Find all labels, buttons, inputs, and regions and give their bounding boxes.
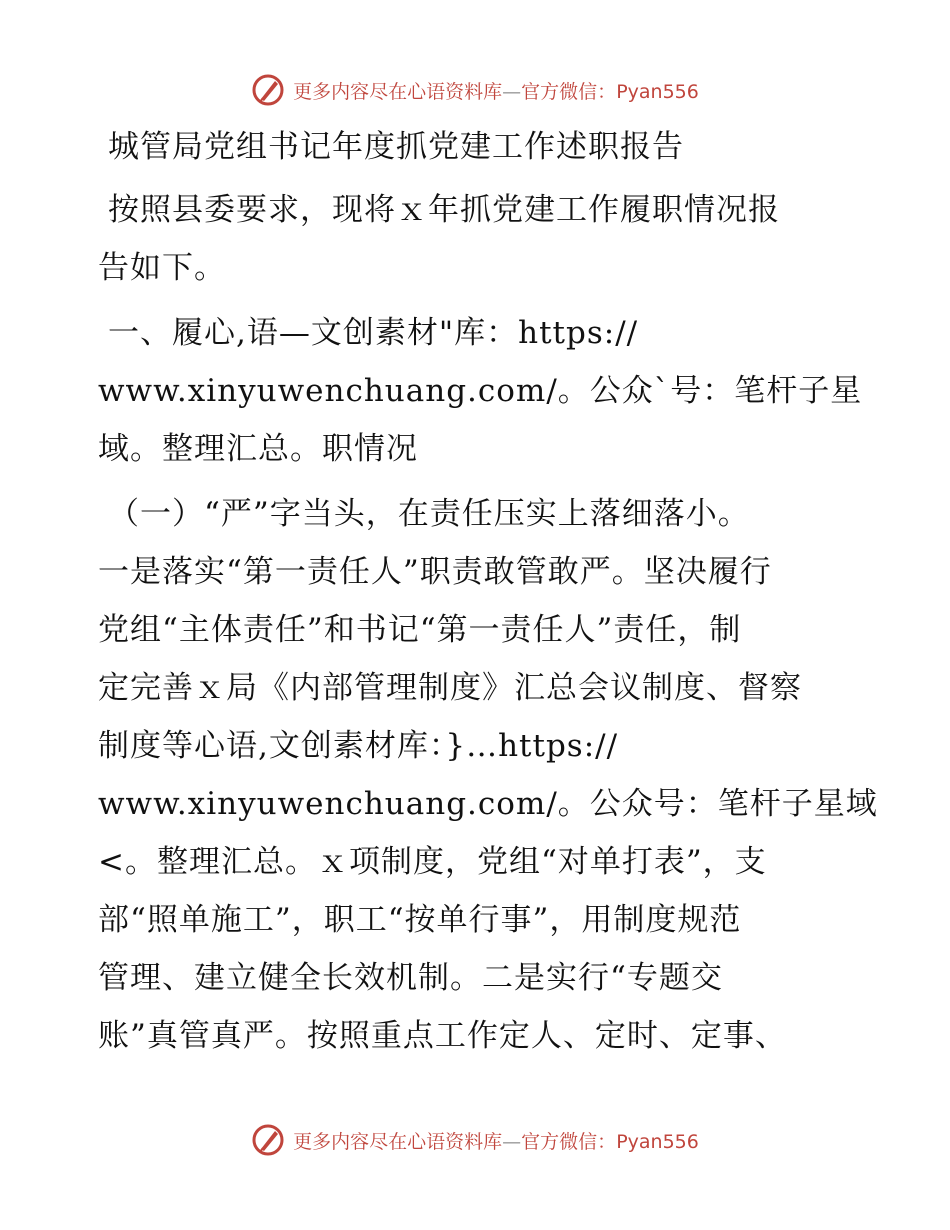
text-line: 账”真管真严。按照重点工作定人、定时、定事、 [98, 1018, 787, 1054]
banner-separator: — [502, 1130, 522, 1153]
footer-banner [0, 1120, 950, 1160]
text-line: 告如下。 [98, 250, 226, 286]
quill-pen-logo-icon [251, 73, 285, 107]
banner-label: 官方微信： [521, 1130, 617, 1153]
text-line: 管理、建立健全长效机制。二是实行“专题交 [98, 960, 723, 996]
text-line: 部“照单施工”，职工“按单行事”，用制度规范 [98, 902, 742, 938]
section-1-paragraph [98, 304, 863, 478]
banner-text [293, 77, 699, 104]
header-banner [0, 70, 950, 110]
document-title: 城管局党组书记年度抓党建工作述职报告 [108, 129, 684, 165]
intro-paragraph [98, 181, 858, 297]
text-line: 定完善ｘ局《内部管理制度》汇总会议制度、督察 [98, 670, 802, 706]
text-line: 党组“主体责任”和书记“第一责任人”责任，制 [98, 612, 742, 648]
section-1-1-paragraph [98, 485, 878, 1065]
banner-wechat-id: Pyan556 [616, 80, 699, 103]
text-line: <。整理汇总。ｘ项制度，党组“对单打表”，支 [98, 844, 767, 880]
text-line: 一、履心,语—文创素材"库：https:// [108, 315, 639, 351]
banner-text [293, 1127, 699, 1154]
text-line: www.xinyuwenchuang.com/。公众号：笔杆子星域 [98, 786, 878, 822]
text-line: www.xinyuwenchuang.com/。公众`号：笔杆子星 [98, 373, 863, 409]
banner-wechat-id: Pyan556 [616, 1130, 699, 1153]
banner-main-text: 更多内容尽在心语资料库 [293, 80, 503, 103]
text-line: （一）“严”字当头，在责任压实上落细落小。 [108, 496, 750, 532]
banner-main-text: 更多内容尽在心语资料库 [293, 1130, 503, 1153]
text-line: 制度等心语,文创素材库：}…https:// [98, 728, 619, 764]
banner-separator: — [502, 80, 522, 103]
quill-pen-logo-icon [251, 1123, 285, 1157]
text-line: 按照县委要求，现将ｘ年抓党建工作履职情况报 [108, 192, 780, 228]
document-body [98, 118, 878, 1065]
text-line: 域。整理汇总。职情况 [98, 431, 418, 467]
banner-label: 官方微信： [521, 80, 617, 103]
text-line: 一是落实“第一责任人”职责敢管敢严。坚决履行 [98, 554, 772, 590]
